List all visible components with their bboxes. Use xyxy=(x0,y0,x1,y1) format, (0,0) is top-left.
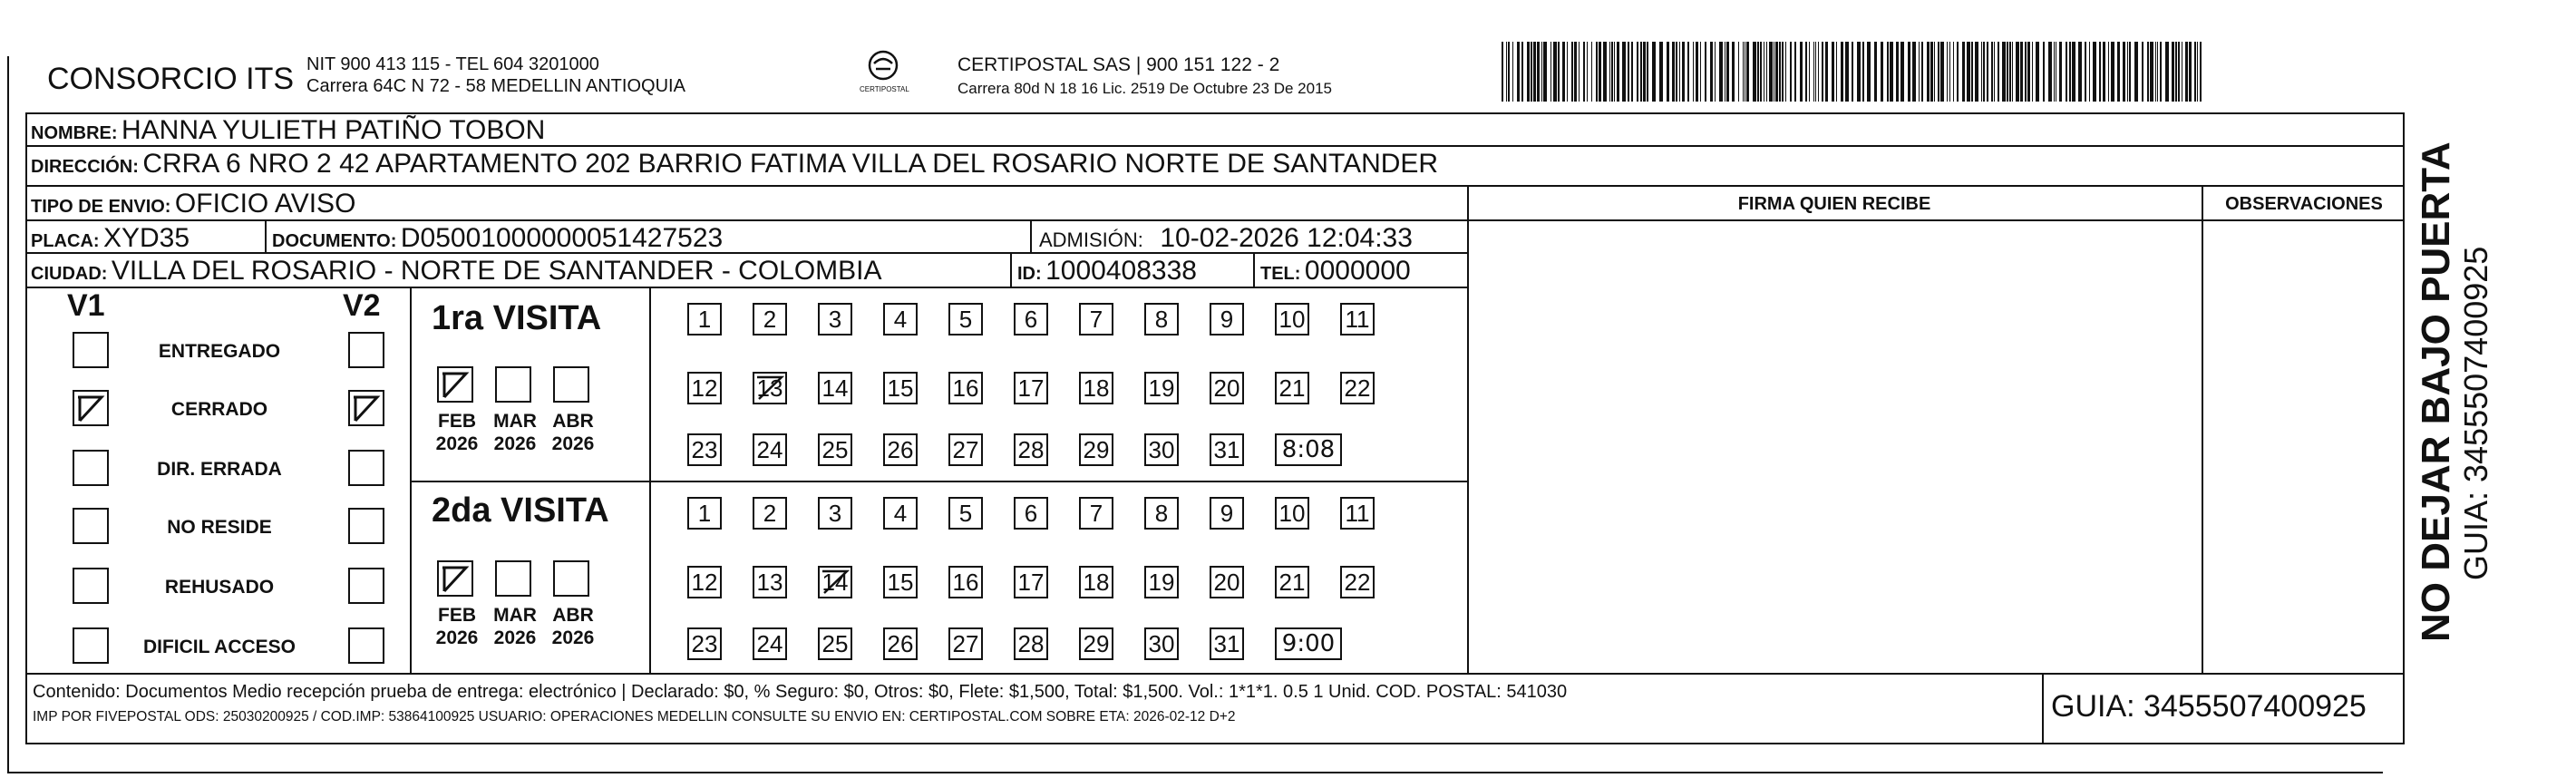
day-box[interactable]: 10 xyxy=(1275,497,1309,530)
day-box[interactable]: 30 xyxy=(1144,433,1179,466)
carrier-name: CERTIPOSTAL SAS | 900 151 122 - 2 xyxy=(957,54,1280,75)
day-box[interactable]: 30 xyxy=(1144,627,1179,660)
direccion-row xyxy=(31,149,1438,180)
direccion-label: DIRECCIÓN: xyxy=(31,157,139,177)
month-label xyxy=(548,410,598,455)
day-box[interactable]: 25 xyxy=(818,433,852,466)
day-box[interactable]: 1 xyxy=(687,497,722,530)
month-year: 2026 xyxy=(435,627,479,648)
day-box[interactable]: 8 xyxy=(1144,303,1179,336)
id-field xyxy=(1017,256,1197,287)
month-year: 2026 xyxy=(435,433,479,454)
day-box[interactable]: 20 xyxy=(1210,566,1244,598)
day-number: 13 xyxy=(756,374,783,402)
id-label: ID: xyxy=(1017,264,1042,284)
footer-print-info: IMP POR FIVEPOSTAL ODS: 25030200925 / COD.IMP: 53864100925 USUARIO: OPERACIONES MEDELLIN CONSULTE SU ENVIO EN: CERTIPOSTAL.COM SOBRE ETA: 2026-02-12 D+2 xyxy=(33,709,1236,725)
month-year: 2026 xyxy=(551,433,595,454)
day-box[interactable]: 4 xyxy=(883,303,918,336)
day-box[interactable] xyxy=(818,566,852,598)
day-box[interactable]: 8 xyxy=(1144,497,1179,530)
month-label xyxy=(490,604,540,649)
day-box[interactable]: 14 xyxy=(818,372,852,404)
rule xyxy=(25,185,2405,187)
footer-contents: Contenido: Documentos Medio recepción prueba de entrega: electrónico | Declarado: $0, % Seguro: $0, Otros: $0, Flete: $1,500, Total: $1,500. Vol.: 1*1*1. 0.5 1 Unid. COD. POSTAL: 541030 xyxy=(33,682,1568,702)
company-nit: NIT 900 413 115 - TEL 604 3201000 xyxy=(306,54,599,74)
v1-label: V1 xyxy=(67,288,105,323)
v2-checkbox[interactable] xyxy=(348,450,384,486)
day-box[interactable]: 18 xyxy=(1079,566,1113,598)
rule xyxy=(1010,252,1012,287)
day-box[interactable]: 6 xyxy=(1014,303,1048,336)
day-box[interactable]: 11 xyxy=(1340,497,1375,530)
day-box[interactable]: 28 xyxy=(1014,627,1048,660)
v2-label: V2 xyxy=(343,288,381,323)
company-address: Carrera 64C N 72 - 58 MEDELLIN ANTIOQUIA xyxy=(306,76,685,96)
ciudad-field xyxy=(31,256,882,287)
visit2-title: 2da VISITA xyxy=(432,491,609,530)
month-year: 2026 xyxy=(493,433,537,454)
day-box[interactable]: 9 xyxy=(1210,303,1244,336)
id-value: 1000408338 xyxy=(1045,256,1197,286)
day-box[interactable]: 10 xyxy=(1275,303,1309,336)
day-box[interactable]: 20 xyxy=(1210,372,1244,404)
barcode xyxy=(1502,42,2205,102)
side-guia: GUIA: 3455507400925 xyxy=(2457,246,2494,580)
rule xyxy=(649,287,651,673)
day-box[interactable]: 27 xyxy=(948,433,983,466)
day-box[interactable]: 15 xyxy=(883,566,918,598)
day-box[interactable]: 15 xyxy=(883,372,918,404)
day-box[interactable]: 13 xyxy=(753,566,787,598)
nombre-row xyxy=(31,115,545,146)
month-checkbox[interactable] xyxy=(437,366,473,403)
documento-label: DOCUMENTO: xyxy=(272,231,397,251)
v1-checkbox[interactable] xyxy=(73,332,109,368)
check-mark-icon xyxy=(350,392,383,424)
certipostal-logo-icon xyxy=(865,49,901,82)
day-box[interactable]: 19 xyxy=(1144,566,1179,598)
footer-guia: GUIA: 3455507400925 xyxy=(2051,689,2367,724)
status-label: NO RESIDE xyxy=(167,517,272,538)
v1-checkbox[interactable] xyxy=(73,627,109,664)
observaciones-area[interactable] xyxy=(2203,221,2403,671)
month-checkbox[interactable] xyxy=(495,366,531,403)
month-checkbox[interactable] xyxy=(553,366,589,403)
admision-value: 10-02-2026 12:04:33 xyxy=(1160,223,1413,253)
status-label: REHUSADO xyxy=(164,577,275,598)
tipo-envio-value: OFICIO AVISO xyxy=(174,189,356,219)
check-mark-icon xyxy=(439,368,471,401)
nombre-value: HANNA YULIETH PATIÑO TOBON xyxy=(122,115,546,145)
month-label xyxy=(432,604,482,649)
day-mark-icon xyxy=(820,568,851,597)
day-box[interactable]: 26 xyxy=(883,627,918,660)
visit1-title: 1ra VISITA xyxy=(432,299,602,337)
direccion-value: CRRA 6 NRO 2 42 APARTAMENTO 202 BARRIO FATIMA VILLA DEL ROSARIO NORTE DE SANTANDER xyxy=(142,149,1439,179)
certipostal-logo xyxy=(860,49,907,93)
month-checkbox[interactable] xyxy=(437,560,473,597)
day-box[interactable]: 9 xyxy=(1210,497,1244,530)
rule xyxy=(1030,219,1032,252)
v1-checkbox[interactable] xyxy=(73,568,109,604)
ciudad-value: VILLA DEL ROSARIO - NORTE DE SANTANDER - COLOMBIA xyxy=(111,256,882,286)
v2-checkbox[interactable] xyxy=(348,332,384,368)
month-label xyxy=(432,410,482,455)
documento-value: D05001000000051427523 xyxy=(400,223,724,253)
month-name: ABR xyxy=(552,605,594,626)
v1-checkbox[interactable] xyxy=(73,450,109,486)
tipo-envio-row xyxy=(31,189,355,219)
placa-label: PLACA: xyxy=(31,231,100,251)
rule xyxy=(1253,252,1255,287)
no-dejar-warning: NO DEJAR BAJO PUERTA xyxy=(2414,141,2458,642)
v2-checkbox[interactable] xyxy=(348,508,384,544)
documento-field xyxy=(272,223,723,254)
day-box[interactable]: 4 xyxy=(883,497,918,530)
day-box[interactable]: 5 xyxy=(948,497,983,530)
v1-checkbox[interactable] xyxy=(73,508,109,544)
day-box[interactable]: 22 xyxy=(1340,372,1375,404)
day-number: 14 xyxy=(821,568,849,596)
rule xyxy=(25,252,1467,254)
status-label: CERRADO xyxy=(170,399,268,420)
v2-checkbox[interactable] xyxy=(348,627,384,664)
day-box[interactable]: 31 xyxy=(1210,627,1244,660)
day-box[interactable]: 21 xyxy=(1275,566,1309,598)
day-box[interactable]: 26 xyxy=(883,433,918,466)
company-name: CONSORCIO ITS xyxy=(47,62,295,96)
day-box[interactable]: 11 xyxy=(1340,303,1375,336)
firma-area[interactable] xyxy=(1469,221,2200,671)
day-box[interactable]: 3 xyxy=(818,303,852,336)
status-label: DIFICIL ACCESO xyxy=(142,637,296,657)
day-box[interactable]: 17 xyxy=(1014,566,1048,598)
day-box[interactable]: 29 xyxy=(1079,627,1113,660)
logo-caption: CERTIPOSTAL xyxy=(860,85,909,93)
month-name: FEB xyxy=(438,605,476,626)
tel-value: 0000000 xyxy=(1304,256,1411,286)
left-margin-line xyxy=(7,56,9,773)
status-label: ENTREGADO xyxy=(158,341,281,362)
check-mark-icon xyxy=(74,392,107,424)
day-box[interactable]: 18 xyxy=(1079,372,1113,404)
month-label xyxy=(490,410,540,455)
visit-time-box[interactable]: 9:00 xyxy=(1275,627,1342,660)
month-label xyxy=(548,604,598,649)
day-box[interactable]: 23 xyxy=(687,433,722,466)
day-box[interactable]: 17 xyxy=(1014,372,1048,404)
month-checkbox[interactable] xyxy=(553,560,589,597)
status-label: DIR. ERRADA xyxy=(157,459,282,480)
month-year: 2026 xyxy=(551,627,595,648)
month-checkbox[interactable] xyxy=(495,560,531,597)
day-box[interactable]: 12 xyxy=(687,566,722,598)
day-box[interactable]: 24 xyxy=(753,627,787,660)
day-box[interactable]: 7 xyxy=(1079,497,1113,530)
v2-checkbox[interactable] xyxy=(348,568,384,604)
day-box[interactable]: 25 xyxy=(818,627,852,660)
visit-time-box[interactable]: 8:08 xyxy=(1275,433,1342,466)
day-box[interactable]: 27 xyxy=(948,627,983,660)
month-year: 2026 xyxy=(493,627,537,648)
day-box[interactable]: 28 xyxy=(1014,433,1048,466)
rule xyxy=(25,287,1467,288)
day-mark-icon xyxy=(754,374,785,403)
bottom-margin-line xyxy=(7,772,2383,773)
ciudad-label: CIUDAD: xyxy=(31,264,108,284)
day-box[interactable]: 6 xyxy=(1014,497,1048,530)
tel-field xyxy=(1260,256,1411,287)
tipo-envio-label: TIPO DE ENVIO: xyxy=(31,197,171,217)
rule xyxy=(265,219,267,252)
day-box[interactable]: 21 xyxy=(1275,372,1309,404)
day-box[interactable]: 7 xyxy=(1079,303,1113,336)
placa-field xyxy=(31,223,190,254)
day-box[interactable]: 29 xyxy=(1079,433,1113,466)
day-box[interactable] xyxy=(753,372,787,404)
placa-value: XYD35 xyxy=(103,223,190,253)
month-name: FEB xyxy=(438,411,476,432)
rule xyxy=(25,673,2405,675)
observaciones-label: OBSERVACIONES xyxy=(2225,194,2383,214)
day-box[interactable]: 2 xyxy=(753,497,787,530)
v2-checkbox[interactable] xyxy=(348,390,384,426)
day-box[interactable]: 12 xyxy=(687,372,722,404)
month-name: MAR xyxy=(493,411,537,432)
day-box[interactable]: 2 xyxy=(753,303,787,336)
rule xyxy=(410,287,412,673)
day-box[interactable]: 16 xyxy=(948,566,983,598)
tel-label: TEL: xyxy=(1260,264,1301,284)
firma-label: FIRMA QUIEN RECIBE xyxy=(1737,194,1931,214)
day-box[interactable]: 23 xyxy=(687,627,722,660)
day-box[interactable]: 22 xyxy=(1340,566,1375,598)
admision-label: ADMISIÓN: xyxy=(1039,229,1143,251)
month-name: ABR xyxy=(552,411,594,432)
check-mark-icon xyxy=(439,562,471,595)
v1-checkbox[interactable] xyxy=(73,390,109,426)
day-box[interactable]: 16 xyxy=(948,372,983,404)
rule xyxy=(2042,673,2044,744)
day-box[interactable]: 24 xyxy=(753,433,787,466)
day-box[interactable]: 5 xyxy=(948,303,983,336)
nombre-label: NOMBRE: xyxy=(31,123,118,143)
rule xyxy=(25,145,2405,147)
month-name: MAR xyxy=(493,605,537,626)
day-box[interactable]: 1 xyxy=(687,303,722,336)
rule xyxy=(410,481,1467,482)
carrier-license: Carrera 80d N 18 16 Lic. 2519 De Octubre 23 De 2015 xyxy=(957,80,1332,97)
day-box[interactable]: 31 xyxy=(1210,433,1244,466)
admision-field xyxy=(1039,223,1413,254)
day-box[interactable]: 3 xyxy=(818,497,852,530)
day-box[interactable]: 19 xyxy=(1144,372,1179,404)
